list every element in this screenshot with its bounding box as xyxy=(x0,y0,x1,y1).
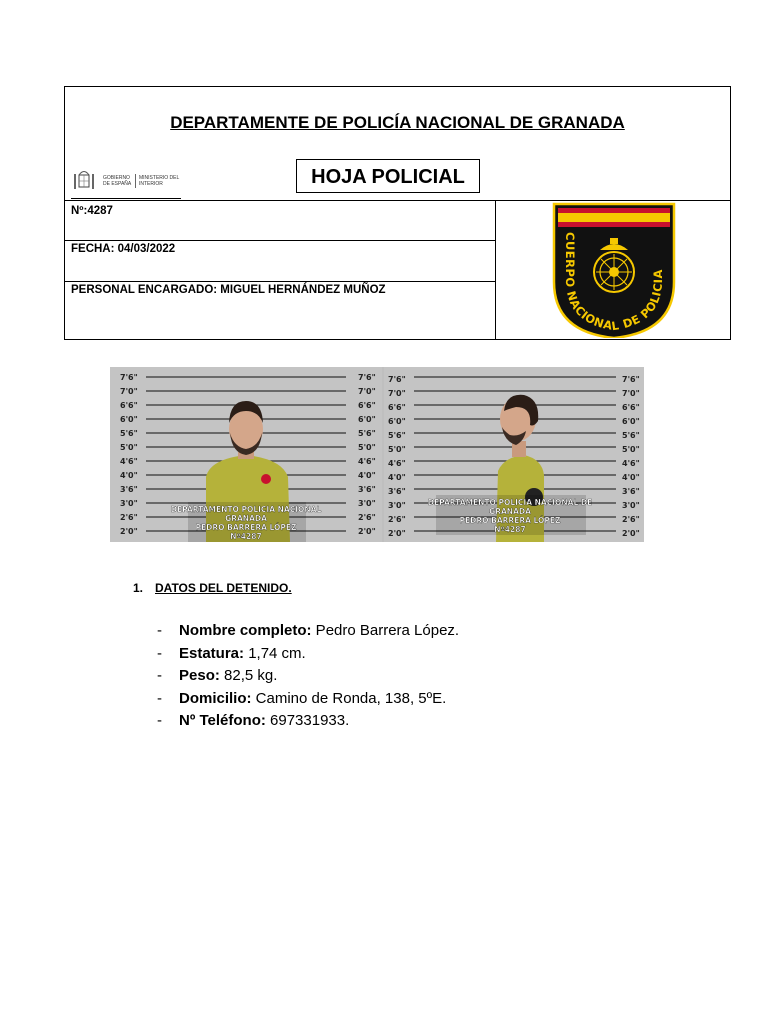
gov-logo-line1: GOBIERNO xyxy=(103,175,130,181)
case-number: Nº:4287 xyxy=(71,205,113,217)
height-mark: 5'0" xyxy=(358,443,376,452)
front-caption-line: Nº4287 xyxy=(230,532,262,541)
height-mark: 6'6" xyxy=(622,403,640,412)
police-badge xyxy=(552,202,676,338)
height-mark: 7'0" xyxy=(388,389,406,398)
height-mark: 7'6" xyxy=(120,373,138,382)
height-mark: 5'6" xyxy=(622,431,640,440)
bullet-dash: - xyxy=(157,689,162,707)
gov-logo-divider xyxy=(135,174,136,188)
height-mark: 7'6" xyxy=(358,373,376,382)
detail-value: 1,74 cm. xyxy=(244,644,306,662)
height-mark: 2'0" xyxy=(120,527,138,536)
height-mark: 2'6" xyxy=(622,515,640,524)
height-mark: 5'6" xyxy=(358,429,376,438)
bullet-dash: - xyxy=(157,622,162,639)
bullet-dash: - xyxy=(157,644,162,662)
height-mark: 5'0" xyxy=(120,443,138,452)
height-mark: 4'6" xyxy=(388,459,406,468)
bullet-dash: - xyxy=(157,712,162,729)
gov-logo-underline xyxy=(71,198,181,199)
list-item xyxy=(157,688,459,711)
height-mark: 6'0" xyxy=(358,415,376,424)
section-number: 1. xyxy=(133,581,144,595)
height-mark: 6'0" xyxy=(622,417,640,426)
height-mark: 3'0" xyxy=(358,499,376,508)
section-title: DATOS DEL DETENIDO. xyxy=(155,581,292,595)
coat-of-arms-icon xyxy=(71,167,97,193)
document-title: HOJA POLICIAL xyxy=(296,159,480,193)
height-mark: 7'6" xyxy=(388,375,406,384)
side-caption-line: GRANADA xyxy=(489,507,531,516)
table-divider xyxy=(65,240,495,241)
header-table xyxy=(64,86,731,340)
height-mark: 7'6" xyxy=(622,375,640,384)
height-mark: 5'0" xyxy=(388,445,406,454)
height-mark: 5'6" xyxy=(388,431,406,440)
height-mark: 3'6" xyxy=(358,485,376,494)
badge-text: CUERPO NACIONAL DE POLICIA xyxy=(562,232,666,334)
height-mark: 2'0" xyxy=(388,529,406,538)
height-mark: 4'0" xyxy=(622,473,640,482)
list-item xyxy=(157,643,459,666)
detail-label: Estatura: xyxy=(179,644,245,662)
height-mark: 6'6" xyxy=(388,403,406,412)
detail-value: Camino de Ronda, 138, 5ºE. xyxy=(251,689,447,707)
height-mark: 7'0" xyxy=(622,389,640,398)
detail-value: Pedro Barrera López. xyxy=(311,622,460,639)
bullet-dash: - xyxy=(157,667,162,684)
front-caption-line: PEDRO BARRERA LÓPEZ xyxy=(195,523,297,532)
height-mark: 7'0" xyxy=(120,387,138,396)
detainee-details xyxy=(157,620,459,733)
department-title: DEPARTAMENTE DE POLICÍA NACIONAL DE GRANADA xyxy=(170,113,625,132)
detail-label: Peso: xyxy=(179,667,220,684)
section-heading xyxy=(133,581,292,595)
height-mark: 3'6" xyxy=(120,485,138,494)
height-mark: 6'0" xyxy=(120,415,138,424)
table-divider xyxy=(65,200,730,201)
gov-logo-line3: MINISTERIO DEL xyxy=(139,175,180,181)
height-mark: 2'0" xyxy=(622,529,640,538)
detail-label: Domicilio: xyxy=(179,689,252,707)
height-mark: 2'6" xyxy=(358,513,376,522)
height-mark: 6'6" xyxy=(120,401,138,410)
height-mark: 4'0" xyxy=(120,471,138,480)
height-mark: 4'0" xyxy=(358,471,376,480)
side-caption-line: Nº4287 xyxy=(494,525,526,534)
height-mark: 3'6" xyxy=(622,487,640,496)
height-mark: 6'0" xyxy=(388,417,406,426)
list-item xyxy=(157,665,459,688)
side-caption-line: PEDRO BARRERA LÓPEZ xyxy=(459,516,561,525)
list-item xyxy=(157,710,459,733)
height-mark: 2'0" xyxy=(358,527,376,536)
detail-value: 697331933. xyxy=(265,712,350,729)
height-mark: 3'0" xyxy=(388,501,406,510)
front-caption-line: GRANADA xyxy=(225,514,267,523)
table-divider xyxy=(495,200,496,340)
detail-value: 82,5 kg. xyxy=(219,667,278,684)
height-mark: 7'0" xyxy=(358,387,376,396)
height-mark: 5'0" xyxy=(622,445,640,454)
gov-logo-line2: DE ESPAÑA xyxy=(103,181,132,187)
side-caption-line: DEPARTAMENTO POLICIA NACIONAL DE xyxy=(427,498,593,507)
height-mark: 5'6" xyxy=(120,429,138,438)
date-field: FECHA: 04/03/2022 xyxy=(71,243,176,255)
height-mark: 3'6" xyxy=(388,487,406,496)
officer-field: PERSONAL ENCARGADO: MIGUEL HERNÁNDEZ MUÑOZ xyxy=(71,284,386,296)
detail-label: Nombre completo: xyxy=(179,622,312,639)
height-mark: 2'6" xyxy=(120,513,138,522)
height-mark: 6'6" xyxy=(358,401,376,410)
height-mark: 4'0" xyxy=(388,473,406,482)
mugshot-photos xyxy=(110,367,644,542)
side-mugshot xyxy=(384,367,644,542)
detail-label: Nº Teléfono: xyxy=(179,712,266,729)
table-divider xyxy=(65,281,495,282)
height-mark: 2'6" xyxy=(388,515,406,524)
height-mark: 3'0" xyxy=(622,501,640,510)
height-mark: 4'6" xyxy=(120,457,138,466)
front-mugshot xyxy=(110,367,382,542)
government-logo xyxy=(71,167,181,197)
gov-logo-line4: INTERIOR xyxy=(139,181,163,187)
height-mark: 3'0" xyxy=(120,499,138,508)
height-mark: 4'6" xyxy=(358,457,376,466)
front-caption-line: DEPARTAMENTO POLICIA NACIONAL xyxy=(170,505,322,514)
height-mark: 4'6" xyxy=(622,459,640,468)
list-item xyxy=(157,620,459,643)
